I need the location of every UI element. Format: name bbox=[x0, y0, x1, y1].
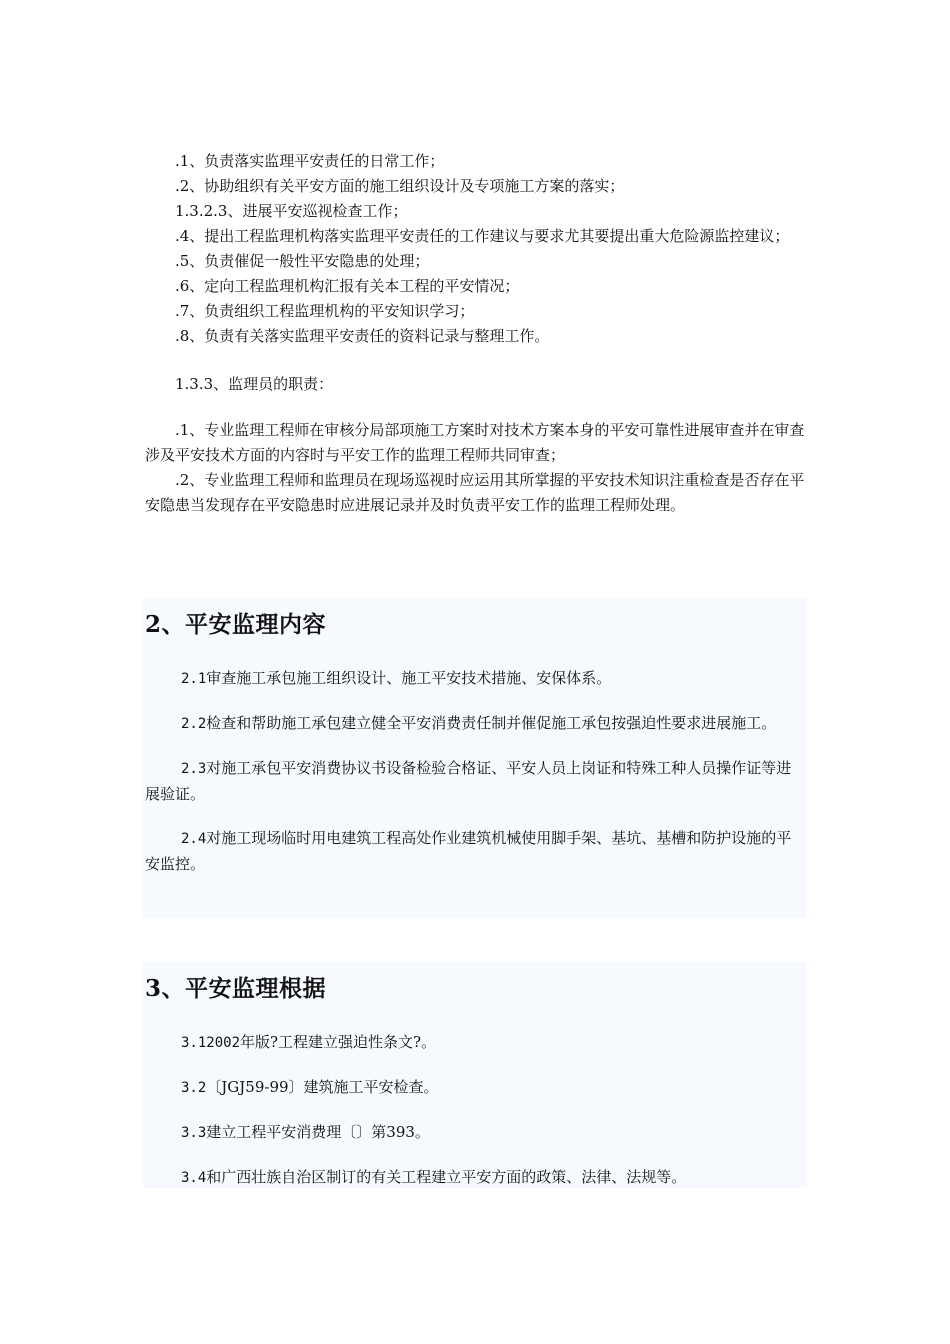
duties-block bbox=[145, 149, 807, 518]
item-number: 3.12002 bbox=[181, 1035, 241, 1051]
duty-item: .1、专业监理工程师在审核分局部项施工方案时对技术方案本身的平安可靠性进展审查并在审查涉及平安技术方面的内容时与平安工作的监理工程师共同审查； bbox=[145, 421, 805, 464]
item-text: 对施工承包平安消费协议书设备检验合格证、平安人员上岗证和特殊工种人员操作证等进展验证。 bbox=[145, 759, 792, 803]
item-text: 审查施工承包施工组织设计、施工平安技术措施、安保体系。 bbox=[206, 669, 612, 687]
section-3-heading: 3、平安监理根据 bbox=[145, 975, 327, 1002]
item-number: 2.3 bbox=[181, 761, 207, 777]
content-item bbox=[145, 826, 805, 877]
duty-item: .2、协助组织有关平安方面的施工组织设计及专项施工方案的落实； bbox=[175, 177, 625, 195]
section-2-heading: 2、平安监理内容 bbox=[145, 611, 327, 638]
item-text: 年版?工程建立强迫性条文?。 bbox=[240, 1033, 437, 1051]
item-number: 2.1 bbox=[181, 671, 207, 687]
duty-item: .4、提出工程监理机构落实监理平安责任的工作建议与要求尤其要提出重大危险源监控建议； bbox=[175, 227, 790, 245]
content-item bbox=[145, 711, 805, 737]
duty-item: .5、负责催促一般性平安隐患的处理； bbox=[175, 252, 430, 270]
basis-item bbox=[145, 1075, 805, 1101]
basis-item bbox=[145, 1165, 805, 1191]
item-number: 3.2 bbox=[181, 1080, 207, 1096]
duty-item: 1.3.2.3、进展平安巡视检查工作； bbox=[175, 202, 408, 220]
item-text: 〔JGJ59-99〕建筑施工平安检查。 bbox=[206, 1078, 439, 1096]
item-number: 2.4 bbox=[181, 831, 207, 847]
item-text: 建立工程平安消费理〔〕第393。 bbox=[206, 1123, 430, 1141]
duty-item: .1、负责落实监理平安责任的日常工作； bbox=[175, 152, 445, 170]
item-text: 对施工现场临时用电建筑工程高处作业建筑机械使用脚手架、基坑、基槽和防护设施的平安监控。 bbox=[145, 829, 792, 873]
item-text: 和广西壮族自治区制订的有关工程建立平安方面的政策、法律、法规等。 bbox=[206, 1168, 687, 1186]
basis-item bbox=[145, 1120, 805, 1146]
duty-item: .8、负责有关落实监理平安责任的资料记录与整理工作。 bbox=[175, 327, 550, 345]
subsection-title: 1.3.3、监理员的职责： bbox=[175, 375, 334, 393]
duty-item: .6、定向工程监理机构汇报有关本工程的平安情况； bbox=[175, 277, 520, 295]
duty-item: .2、专业监理工程师和监理员在现场巡视时应运用其所掌握的平安技术知识注重检查是否存在平安隐患当发现存在平安隐患时应进展记录并及时负责平安工作的监理工程师处理。 bbox=[145, 471, 805, 514]
item-text: 检查和帮助施工承包建立健全平安消费责任制并催促施工承包按强迫性要求进展施工。 bbox=[206, 714, 777, 732]
item-number: 2.2 bbox=[181, 716, 207, 732]
content-item bbox=[145, 666, 805, 692]
section-3-body bbox=[145, 1030, 805, 1210]
content-item bbox=[145, 756, 805, 807]
duty-item: .7、负责组织工程监理机构的平安知识学习； bbox=[175, 302, 475, 320]
basis-item bbox=[145, 1030, 805, 1056]
item-number: 3.4 bbox=[181, 1170, 207, 1186]
item-number: 3.3 bbox=[181, 1125, 207, 1141]
section-2-body bbox=[145, 666, 805, 896]
